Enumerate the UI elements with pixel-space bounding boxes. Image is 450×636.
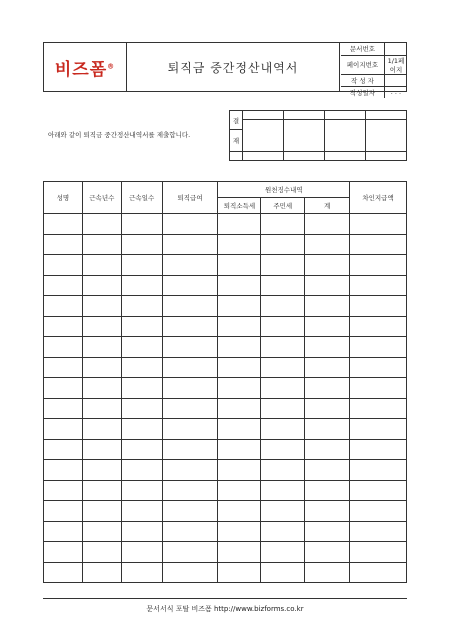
table-cell[interactable] — [350, 419, 407, 440]
table-cell[interactable] — [82, 398, 121, 419]
table-cell[interactable] — [305, 542, 350, 563]
approval-sign-cell[interactable] — [325, 120, 366, 152]
approval-sign-cell[interactable] — [284, 120, 325, 152]
approval-box — [229, 110, 407, 161]
table-cell[interactable] — [350, 296, 407, 317]
table-cell[interactable] — [261, 296, 305, 317]
table-cell[interactable] — [350, 542, 407, 563]
table-cell[interactable] — [305, 275, 350, 296]
table-row — [44, 378, 407, 399]
table-cell[interactable] — [218, 316, 261, 337]
table-cell[interactable] — [162, 337, 218, 358]
table-cell[interactable] — [121, 398, 162, 419]
table-cell[interactable] — [350, 460, 407, 481]
table-cell[interactable] — [44, 255, 83, 276]
table-cell[interactable] — [261, 562, 305, 583]
table-cell[interactable] — [350, 562, 407, 583]
table-cell[interactable] — [162, 501, 218, 522]
table-cell[interactable] — [305, 521, 350, 542]
table-cell[interactable] — [44, 275, 83, 296]
table-cell[interactable] — [350, 255, 407, 276]
table-cell[interactable] — [350, 275, 407, 296]
table-cell[interactable] — [162, 378, 218, 399]
table-cell[interactable] — [350, 214, 407, 235]
info-value[interactable]: . . . — [390, 88, 402, 97]
settlement-table — [43, 181, 407, 583]
table-cell[interactable] — [305, 337, 350, 358]
table-cell[interactable] — [44, 542, 83, 563]
table-cell[interactable] — [121, 419, 162, 440]
table-cell[interactable] — [305, 378, 350, 399]
table-cell[interactable] — [305, 316, 350, 337]
info-label: 작성일자 — [341, 86, 384, 98]
approval-label-bottom: 재 — [230, 130, 243, 152]
table-cell[interactable] — [44, 337, 83, 358]
approval-date-cell — [230, 152, 243, 161]
table-cell[interactable] — [162, 460, 218, 481]
table-cell[interactable] — [44, 521, 83, 542]
table-cell[interactable] — [305, 501, 350, 522]
table-cell[interactable] — [350, 501, 407, 522]
table-cell[interactable] — [121, 357, 162, 378]
table-cell[interactable] — [261, 480, 305, 501]
table-cell[interactable] — [261, 542, 305, 563]
table-cell[interactable] — [82, 480, 121, 501]
table-row — [44, 398, 407, 419]
header-pay: 퇴직급여 — [162, 182, 218, 214]
table-cell[interactable] — [121, 521, 162, 542]
table-cell[interactable] — [44, 562, 83, 583]
table-cell[interactable] — [121, 542, 162, 563]
table-cell[interactable] — [121, 275, 162, 296]
table-cell[interactable] — [218, 460, 261, 481]
table-cell[interactable] — [121, 501, 162, 522]
table-cell[interactable] — [350, 521, 407, 542]
table-cell[interactable] — [218, 255, 261, 276]
table-row — [44, 275, 407, 296]
table-cell[interactable] — [82, 562, 121, 583]
table-cell[interactable] — [218, 337, 261, 358]
table-cell[interactable] — [121, 316, 162, 337]
table-cell[interactable] — [218, 275, 261, 296]
table-cell[interactable] — [162, 316, 218, 337]
approval-date-cell[interactable] — [284, 152, 325, 161]
table-cell[interactable] — [350, 378, 407, 399]
table-cell[interactable] — [121, 460, 162, 481]
table-cell[interactable] — [218, 521, 261, 542]
table-cell[interactable] — [261, 439, 305, 460]
table-cell[interactable] — [261, 255, 305, 276]
approval-date-cell[interactable] — [325, 152, 366, 161]
table-cell[interactable] — [350, 398, 407, 419]
table-cell[interactable] — [44, 357, 83, 378]
table-cell[interactable] — [44, 419, 83, 440]
table-cell[interactable] — [82, 357, 121, 378]
table-cell[interactable] — [121, 562, 162, 583]
table-cell[interactable] — [82, 275, 121, 296]
header-days: 근속일수 — [121, 182, 162, 214]
header-withholding: 원천징수내역 — [218, 182, 350, 198]
table-cell[interactable] — [305, 460, 350, 481]
info-value[interactable] — [384, 43, 407, 55]
header-name: 성명 — [44, 182, 83, 214]
table-cell[interactable] — [305, 255, 350, 276]
table-cell[interactable] — [162, 275, 218, 296]
table-cell[interactable] — [305, 357, 350, 378]
logo-cell — [44, 43, 127, 91]
table-cell[interactable] — [261, 419, 305, 440]
table-cell[interactable] — [44, 501, 83, 522]
table-cell[interactable] — [218, 398, 261, 419]
table-cell[interactable] — [218, 357, 261, 378]
table-cell[interactable] — [44, 460, 83, 481]
table-cell[interactable] — [261, 234, 305, 255]
table-cell[interactable] — [218, 378, 261, 399]
table-row — [44, 480, 407, 501]
table-cell[interactable] — [218, 542, 261, 563]
table-cell[interactable] — [218, 296, 261, 317]
table-cell[interactable] — [44, 439, 83, 460]
table-cell[interactable] — [261, 316, 305, 337]
table-cell[interactable] — [121, 234, 162, 255]
table-cell[interactable] — [121, 378, 162, 399]
table-cell[interactable] — [82, 378, 121, 399]
table-row — [44, 562, 407, 583]
table-cell[interactable] — [44, 316, 83, 337]
table-cell[interactable] — [162, 234, 218, 255]
table-cell[interactable] — [82, 234, 121, 255]
table-cell[interactable] — [162, 542, 218, 563]
table-cell[interactable] — [162, 480, 218, 501]
table-cell[interactable] — [162, 562, 218, 583]
table-cell[interactable] — [305, 419, 350, 440]
table-cell[interactable] — [305, 234, 350, 255]
table-row — [44, 255, 407, 276]
table-row — [44, 439, 407, 460]
table-cell[interactable] — [82, 439, 121, 460]
approval-label-top: 결 — [230, 111, 243, 130]
table-cell[interactable] — [121, 214, 162, 235]
table-cell[interactable] — [261, 357, 305, 378]
table-cell[interactable] — [218, 501, 261, 522]
title-cell — [127, 43, 340, 91]
table-cell[interactable] — [82, 214, 121, 235]
table-cell[interactable] — [82, 542, 121, 563]
table-cell[interactable] — [350, 357, 407, 378]
table-cell[interactable] — [82, 419, 121, 440]
info-value[interactable] — [384, 74, 407, 86]
table-cell[interactable] — [218, 234, 261, 255]
table-cell[interactable] — [305, 296, 350, 317]
table-cell[interactable] — [261, 378, 305, 399]
table-cell[interactable] — [44, 296, 83, 317]
approval-sign-cell[interactable] — [243, 120, 284, 152]
table-cell[interactable] — [82, 521, 121, 542]
table-cell[interactable] — [261, 460, 305, 481]
table-cell[interactable] — [350, 337, 407, 358]
approval-title-cell[interactable] — [243, 111, 284, 120]
table-cell[interactable] — [305, 439, 350, 460]
table-cell[interactable] — [44, 214, 83, 235]
approval-date-cell[interactable] — [243, 152, 284, 161]
table-cell[interactable] — [261, 501, 305, 522]
table-cell[interactable] — [350, 480, 407, 501]
table-cell[interactable] — [82, 296, 121, 317]
table-cell[interactable] — [121, 439, 162, 460]
table-cell[interactable] — [162, 214, 218, 235]
table-cell[interactable] — [261, 214, 305, 235]
table-cell[interactable] — [261, 398, 305, 419]
table-cell[interactable] — [162, 296, 218, 317]
table-cell[interactable] — [44, 234, 83, 255]
table-row — [44, 521, 407, 542]
table-cell[interactable] — [82, 501, 121, 522]
table-row — [44, 460, 407, 481]
table-row — [44, 234, 407, 255]
header-total: 계 — [305, 198, 350, 214]
bizforms-logo: 비즈폼® — [54, 59, 116, 80]
table-cell[interactable] — [350, 316, 407, 337]
table-row — [44, 419, 407, 440]
table-cell[interactable] — [261, 337, 305, 358]
table-cell[interactable] — [305, 214, 350, 235]
table-cell[interactable] — [44, 480, 83, 501]
document-header — [43, 42, 407, 97]
table-cell[interactable] — [162, 419, 218, 440]
table-row — [44, 296, 407, 317]
document-title: 퇴직금 중간정산내역서 — [167, 60, 299, 75]
table-cell[interactable] — [218, 439, 261, 460]
table-cell[interactable] — [82, 337, 121, 358]
header-years: 근속년수 — [82, 182, 121, 214]
intro-text: 아래와 같이 퇴직금 중간정산내역서를 제출합니다. — [48, 131, 191, 139]
approval-title-cell[interactable] — [284, 111, 325, 120]
table-cell[interactable] — [162, 398, 218, 419]
table-cell[interactable] — [82, 460, 121, 481]
table-cell[interactable] — [82, 255, 121, 276]
table-cell[interactable] — [218, 480, 261, 501]
table-cell[interactable] — [261, 275, 305, 296]
table-cell[interactable] — [218, 419, 261, 440]
approval-title-cell[interactable] — [325, 111, 366, 120]
table-cell[interactable] — [82, 316, 121, 337]
table-cell[interactable] — [305, 480, 350, 501]
approval-sign-cell[interactable] — [366, 120, 407, 152]
header-resident-tax: 주민세 — [261, 198, 305, 214]
table-cell[interactable] — [162, 521, 218, 542]
footer-text: 문서서식 포탈 비즈폼 http://www.bizforms.co.kr — [146, 605, 304, 613]
table-cell[interactable] — [162, 439, 218, 460]
table-cell[interactable] — [121, 337, 162, 358]
table-row — [44, 316, 407, 337]
table-cell[interactable] — [261, 521, 305, 542]
footer-divider — [43, 598, 407, 599]
table-cell[interactable] — [350, 234, 407, 255]
table-row — [44, 501, 407, 522]
table-cell[interactable] — [121, 255, 162, 276]
approval-title-cell[interactable] — [366, 111, 407, 120]
document-info-table — [341, 43, 407, 98]
table-cell[interactable] — [162, 255, 218, 276]
table-cell[interactable] — [305, 562, 350, 583]
table-cell[interactable] — [121, 480, 162, 501]
info-label: 페이지번호 — [341, 55, 384, 74]
table-cell[interactable] — [218, 562, 261, 583]
table-cell[interactable] — [44, 398, 83, 419]
table-row — [44, 542, 407, 563]
table-cell[interactable] — [218, 214, 261, 235]
info-value[interactable]: 1/1페이지 — [384, 55, 407, 74]
table-cell[interactable] — [162, 357, 218, 378]
table-row — [44, 337, 407, 358]
table-cell[interactable] — [44, 378, 83, 399]
info-label: 작 성 자 — [341, 74, 384, 86]
info-label: 문서번호 — [341, 43, 384, 55]
header-income-tax: 퇴직소득세 — [218, 198, 261, 214]
table-cell[interactable] — [305, 398, 350, 419]
table-cell[interactable] — [350, 439, 407, 460]
table-cell[interactable] — [121, 296, 162, 317]
table-row — [44, 214, 407, 235]
approval-date-cell[interactable] — [366, 152, 407, 161]
header-net: 차인지급액 — [350, 182, 407, 214]
table-row — [44, 357, 407, 378]
